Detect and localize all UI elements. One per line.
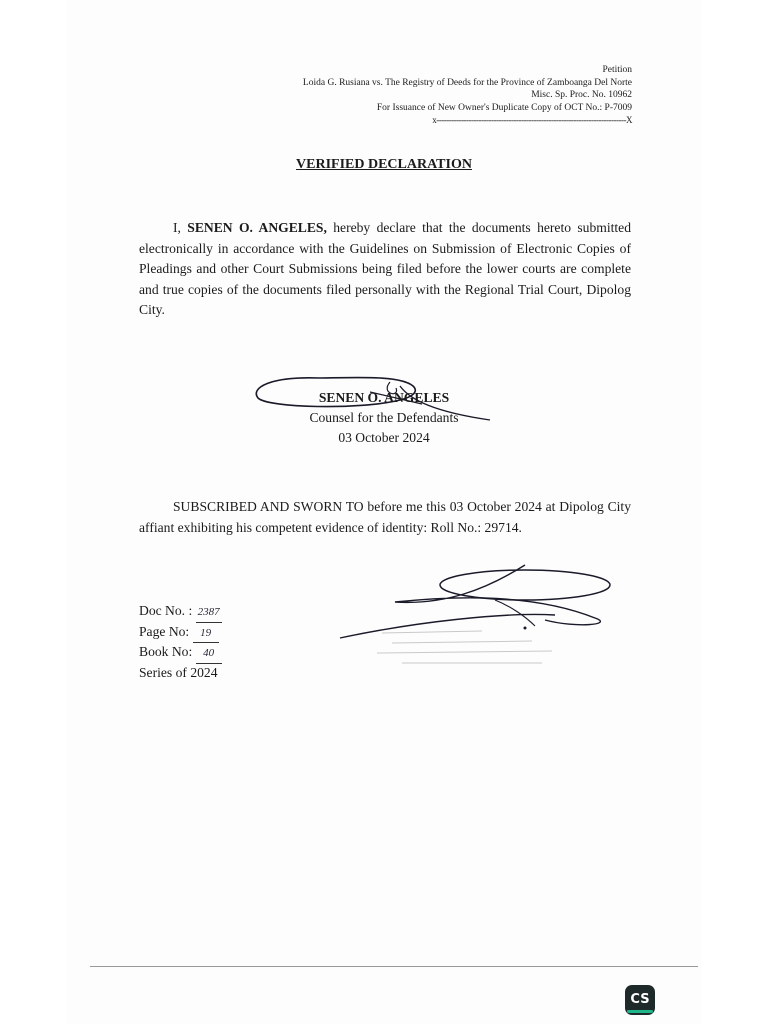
jurat-text: SUBSCRIBED AND SWORN TO before me this 03 October 2024 at Dipolog City affiant exhibiting his competent evidence of identity: Roll No.: 29714. <box>139 499 631 535</box>
camscanner-logo-icon: CS <box>625 985 655 1015</box>
page-bottom-edge <box>90 966 698 967</box>
page-number-label: Page No: <box>139 623 193 639</box>
notary-stamp <box>372 625 562 675</box>
page-number-value: 19 <box>193 625 219 644</box>
book-number-value: 40 <box>196 645 222 664</box>
caption-case-number: Misc. Sp. Proc. No. 10962 <box>531 90 632 100</box>
page-number-row <box>139 623 222 644</box>
doc-number-label: Doc No. : <box>139 603 196 618</box>
declaration-prefix: I, <box>173 220 188 235</box>
book-number-row <box>139 643 222 664</box>
notarial-register <box>139 602 222 681</box>
caption-petition: Petition <box>602 65 632 75</box>
case-caption <box>303 64 632 127</box>
series-row: Series of 2024 <box>139 664 218 680</box>
declaration-paragraph <box>139 218 631 321</box>
doc-number-value: 2387 <box>196 604 222 623</box>
book-number-label: Book No: <box>139 644 196 659</box>
declarant-name: SENEN O. ANGELES, <box>187 220 327 235</box>
signature-block <box>0 388 768 448</box>
caption-separator: x----------------------------------------------------------------------------X <box>432 115 632 125</box>
caption-subject: For Issuance of New Owner's Duplicate Copy of OCT No.: P-7009 <box>376 102 632 113</box>
declaration-text: hereby declare that the documents hereto submitted electronically in accordance with the Guidelines on Submission of Electronic Copies of Pleadings and other Court Submissions being filed before the lower courts are complete and true copies of the documents filed personally with the Regional Trial Court, Dipolog City. <box>139 220 631 317</box>
caption-parties: Loida G. Rusiana vs. The Registry of Deeds for the Province of Zamboanga Del Norte <box>302 77 632 88</box>
document-title: VERIFIED DECLARATION <box>296 157 472 172</box>
jurat-paragraph <box>139 497 631 538</box>
signatory-name: SENEN O. ANGELES <box>318 390 450 405</box>
signatory-date: 03 October 2024 <box>338 430 430 445</box>
signatory-role: Counsel for the Defendants <box>309 410 459 425</box>
doc-number-row <box>139 602 222 623</box>
